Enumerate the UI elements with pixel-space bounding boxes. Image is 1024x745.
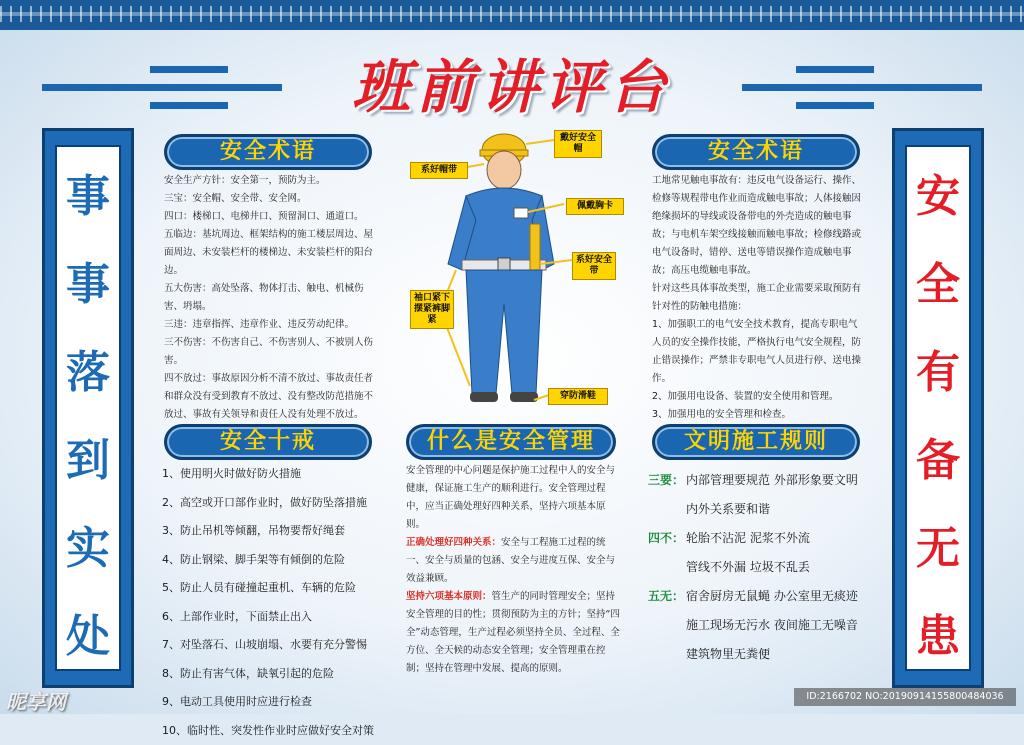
civil-line: [648, 524, 888, 553]
deco-stripe: [42, 84, 282, 91]
top-ornament-band: [0, 0, 1024, 30]
right-banner-text: [895, 153, 981, 681]
list-item: 2、高空或开口部作业时，做好防坠落措施: [162, 489, 394, 518]
right-banner: [892, 128, 984, 688]
callout-cuffs: 袖口紧下摆紧裤脚紧: [410, 290, 454, 329]
term-line: 四不放过：事故原因分析不清不放过、事故责任者和群众没有受到教育不放过、没有整改防范措施不放过、事故有关领导和责任人没有处理不放过。: [164, 370, 378, 424]
management-p3: [406, 588, 622, 678]
civil-label: 三要：: [648, 466, 686, 495]
term-line: 四口：楼梯口、电梯井口、预留洞口、通道口。: [164, 208, 378, 226]
list-item: 9、电动工具使用时应进行检查: [162, 688, 394, 717]
management-p3-label: 坚持六项基本原则：: [406, 591, 492, 602]
right-banner-char: 有: [895, 329, 981, 417]
civil-rules: [648, 466, 888, 669]
right-banner-char: 全: [895, 241, 981, 329]
civil-text: 宿舍厨房无鼠蝇 办公室里无痰迹: [686, 589, 858, 603]
civil-label: 五无：: [648, 582, 686, 611]
terms-right-heading: 安全术语: [652, 134, 860, 170]
deco-stripe: [742, 84, 982, 91]
civil-line: [648, 495, 888, 524]
deco-stripe: [796, 102, 874, 109]
ten-rules-list: [162, 460, 394, 745]
fret-line: [0, 12, 1024, 16]
civil-line: [648, 582, 888, 611]
civil-text: 建筑物里无粪便: [686, 647, 770, 661]
list-item: 7、对坠落石、山坡崩塌、水要有充分警惕: [162, 631, 394, 660]
right-banner-char: 安: [895, 153, 981, 241]
watermark-logo: 昵享网: [6, 686, 66, 715]
list-item: 4、防止钢梁、脚手架等有倾倒的危险: [162, 546, 394, 575]
terms-left-text: [164, 172, 378, 424]
deco-stripe: [796, 66, 874, 73]
list-item: 8、防止有害气体，缺氧引起的危险: [162, 660, 394, 689]
civil-text: 内外关系要和谐: [686, 502, 770, 516]
management-p2: [406, 534, 622, 588]
ten-rules-heading: 安全十戒: [164, 424, 372, 460]
civil-text: 内部管理要规范 外部形象要文明: [686, 473, 858, 487]
right-banner-char: 患: [895, 593, 981, 681]
civil-line: [648, 640, 888, 669]
left-banner-char: 落: [45, 329, 131, 417]
list-item: 10、临时性、突发性作业时应做好安全对策: [162, 717, 394, 745]
list-item: 1、使用明火时做好防火措施: [162, 460, 394, 489]
civil-heading: 文明施工规则: [652, 424, 860, 460]
deco-stripe: [150, 102, 228, 109]
callout-belt: 系好安全带: [572, 252, 616, 280]
term-line: 1、加强职工的电气安全技术教育，提高专职电气人员的安全操作技能，严格执行电气安全规程，防止错误操作；严禁非专职电气人员进行停、送电操作。: [652, 316, 866, 388]
management-p3-text: 管生产的同时管理安全；坚持安全管理的目的性；贯彻预防为主的方针；坚持“四全”动态管理，生产过程必须坚持全员、全过程、全方位、全天候的动态安全管理；安全管理重在控制；坚持在管理中发展、提高的原则。: [406, 591, 620, 674]
civil-text: 管线不外漏 垃圾不乱丢: [686, 560, 810, 574]
left-banner-char: 处: [45, 593, 131, 681]
management-text: [406, 462, 622, 678]
term-line: 五临边：基坑周边、框架结构的施工楼层周边、屋面周边、未安装栏杆的楼梯边、未安装栏杆的阳台边。: [164, 226, 378, 280]
management-heading: 什么是安全管理: [406, 424, 616, 460]
callout-strap: 系好帽带: [410, 162, 468, 179]
callout-helmet: 戴好安全帽: [554, 130, 602, 158]
watermark-id: ID:2166702 NO:20190914155800484036: [794, 688, 1016, 706]
term-line: 五大伤害：高处坠落、物体打击、触电、机械伤害、坍塌。: [164, 280, 378, 316]
callout-badge: 佩戴胸卡: [566, 198, 624, 215]
term-line: 2、加强用电设备、装置的安全使用和管理。: [652, 388, 866, 406]
right-banner-char: 无: [895, 505, 981, 593]
left-banner-char: 实: [45, 505, 131, 593]
management-p2-label: 正确处理好四种关系：: [406, 537, 501, 548]
list-item: 6、上部作业时，下面禁止出入: [162, 603, 394, 632]
civil-text: 轮胎不沾泥 泥浆不外流: [686, 531, 810, 545]
term-line: 三违：违章指挥、违章作业、违反劳动纪律。: [164, 316, 378, 334]
civil-line: [648, 611, 888, 640]
left-banner-char: 事: [45, 241, 131, 329]
terms-left-heading: 安全术语: [164, 134, 372, 170]
left-banner-char: 到: [45, 417, 131, 505]
list-item: 5、防止人员有碰撞起重机、车辆的危险: [162, 574, 394, 603]
civil-text: 施工现场无污水 夜间施工无噪音: [686, 618, 858, 632]
management-p1: 安全管理的中心问题是保护施工过程中人的安全与健康，保证施工生产的顺利进行。安全管理过程中，应当正确处理好四种关系，坚持六项基本原则。: [406, 462, 622, 534]
civil-line: [648, 553, 888, 582]
page-title: 班前讲评台: [300, 52, 724, 122]
term-line: 3、加强用电的安全管理和检查。: [652, 406, 866, 424]
right-banner-char: 备: [895, 417, 981, 505]
callout-shoes: 穿防滑鞋: [548, 388, 608, 405]
left-banner: [42, 128, 134, 688]
term-line: 三宝：安全帽、安全带、安全网。: [164, 190, 378, 208]
civil-label: 四不：: [648, 524, 686, 553]
civil-line: [648, 466, 888, 495]
management-p2-text: 安全与工程施工过程的统一、安全与质量的包涵、安全与进度互保、安全与效益兼顾。: [406, 537, 615, 584]
term-line: 安全生产方针：安全第一，预防为主。: [164, 172, 378, 190]
left-banner-char: 事: [45, 153, 131, 241]
left-banner-text: [45, 153, 131, 681]
term-line: 针对这些具体事故类型，施工企业需要采取预防有针对性的防触电措施：: [652, 280, 866, 316]
deco-stripe: [150, 66, 228, 73]
term-line: 三不伤害：不伤害自己、不伤害别人、不被别人伤害。: [164, 334, 378, 370]
terms-right-text: [652, 172, 866, 424]
term-line: 工地常见触电事故有：违反电气设备运行、操作、检修等规程带电作业而造成触电事故；人体接触因绝缘损坏的导线或设备带电的外壳造成的触电事故；与电机车架空线接触而触电事故；检修线路或电气设备时，错停、送电等错误操作造成触电事故；高压电缆触电事故。: [652, 172, 866, 280]
list-item: 3、防止吊机等倾翻，吊物要帮好绳套: [162, 517, 394, 546]
